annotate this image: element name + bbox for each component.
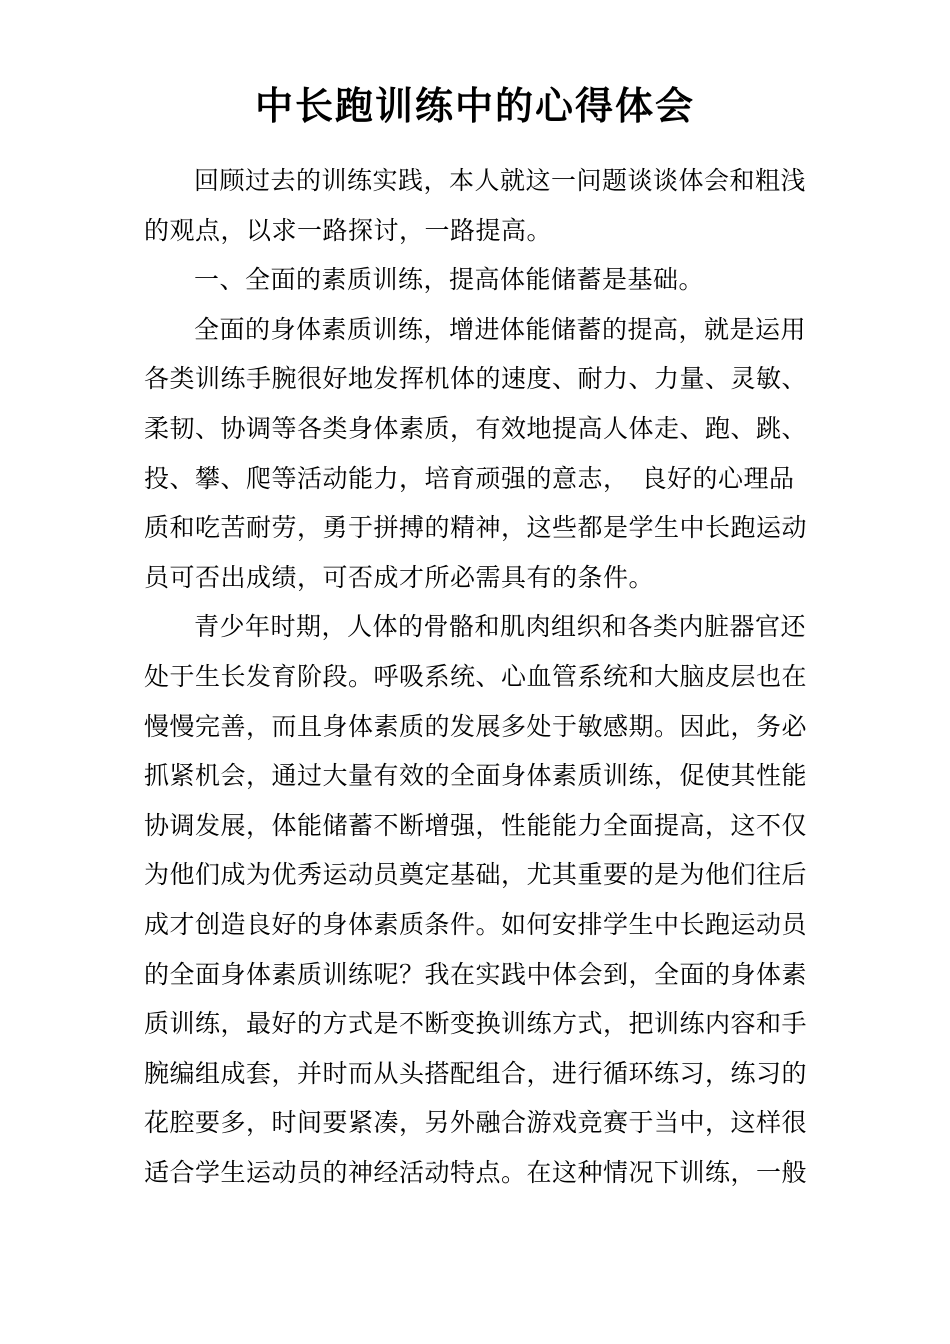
paragraph-line: 处于生长发育阶段。呼吸系统、心血管系统和大脑皮层也在: [144, 661, 808, 691]
paragraph-line: 抓紧机会，通过大量有效的全面身体素质训练，促使其性能: [144, 761, 808, 791]
paragraph-line: 协调发展，体能储蓄不断增强，性能能力全面提高，这不仅: [144, 810, 808, 840]
paragraph-line: 花腔要多，时间要紧凑，另外融合游戏竞赛于当中，这样很: [144, 1108, 808, 1138]
paragraph-line: 全面的身体素质训练，增进体能储蓄的提高，就是运用: [194, 314, 807, 344]
paragraph-line: 适合学生运动员的神经活动特点。在这种情况下训练，一般: [144, 1157, 808, 1187]
paragraph-line: 为他们成为优秀运动员奠定基础，尤其重要的是为他们往后: [144, 860, 808, 890]
paragraph-line: 的观点，以求一路探讨，一路提高。: [144, 215, 553, 245]
document-body: [144, 156, 808, 1197]
paragraph-line: 回顾过去的训练实践，本人就这一问题谈谈体会和粗浅: [194, 166, 807, 195]
paragraph-line: 慢慢完善，而且身体素质的发展多处于敏感期。因此，务必: [144, 711, 808, 741]
paragraph-line: 青少年时期，人体的骨骼和肌肉组织和各类内脏器官还: [194, 612, 807, 642]
paragraph-line: 的全面身体素质训练呢？我在实践中体会到，全面的身体素: [144, 959, 808, 989]
paragraph-line: 腕编组成套，并时而从头搭配组合，进行循环练习，练习的: [144, 1058, 808, 1088]
paragraph-line: 一、全面的素质训练，提高体能储蓄是基础。: [194, 265, 705, 295]
paragraph-line: 各类训练手腕很好地发挥机体的速度、耐力、力量、灵敏、: [144, 364, 808, 394]
document-title: 中长跑训练中的心得体会: [254, 83, 695, 128]
paragraph-line: 员可否出成绩，可否成才所必需具有的条件。: [144, 562, 655, 592]
paragraph-line: 柔韧、协调等各类身体素质，有效地提高人体走、跑、跳、: [144, 413, 808, 443]
paragraph-line: 质训练，最好的方式是不断变换训练方式，把训练内容和手: [144, 1009, 808, 1039]
paragraph-line: 成才创造良好的身体素质条件。如何安排学生中长跑运动员: [144, 909, 808, 939]
paragraph-line: 投、攀、爬等活动能力，培育顽强的意志， 良好的心理品: [144, 463, 795, 493]
paragraph-line: 质和吃苦耐劳，勇于拼搏的精神，这些都是学生中长跑运动: [144, 513, 808, 543]
